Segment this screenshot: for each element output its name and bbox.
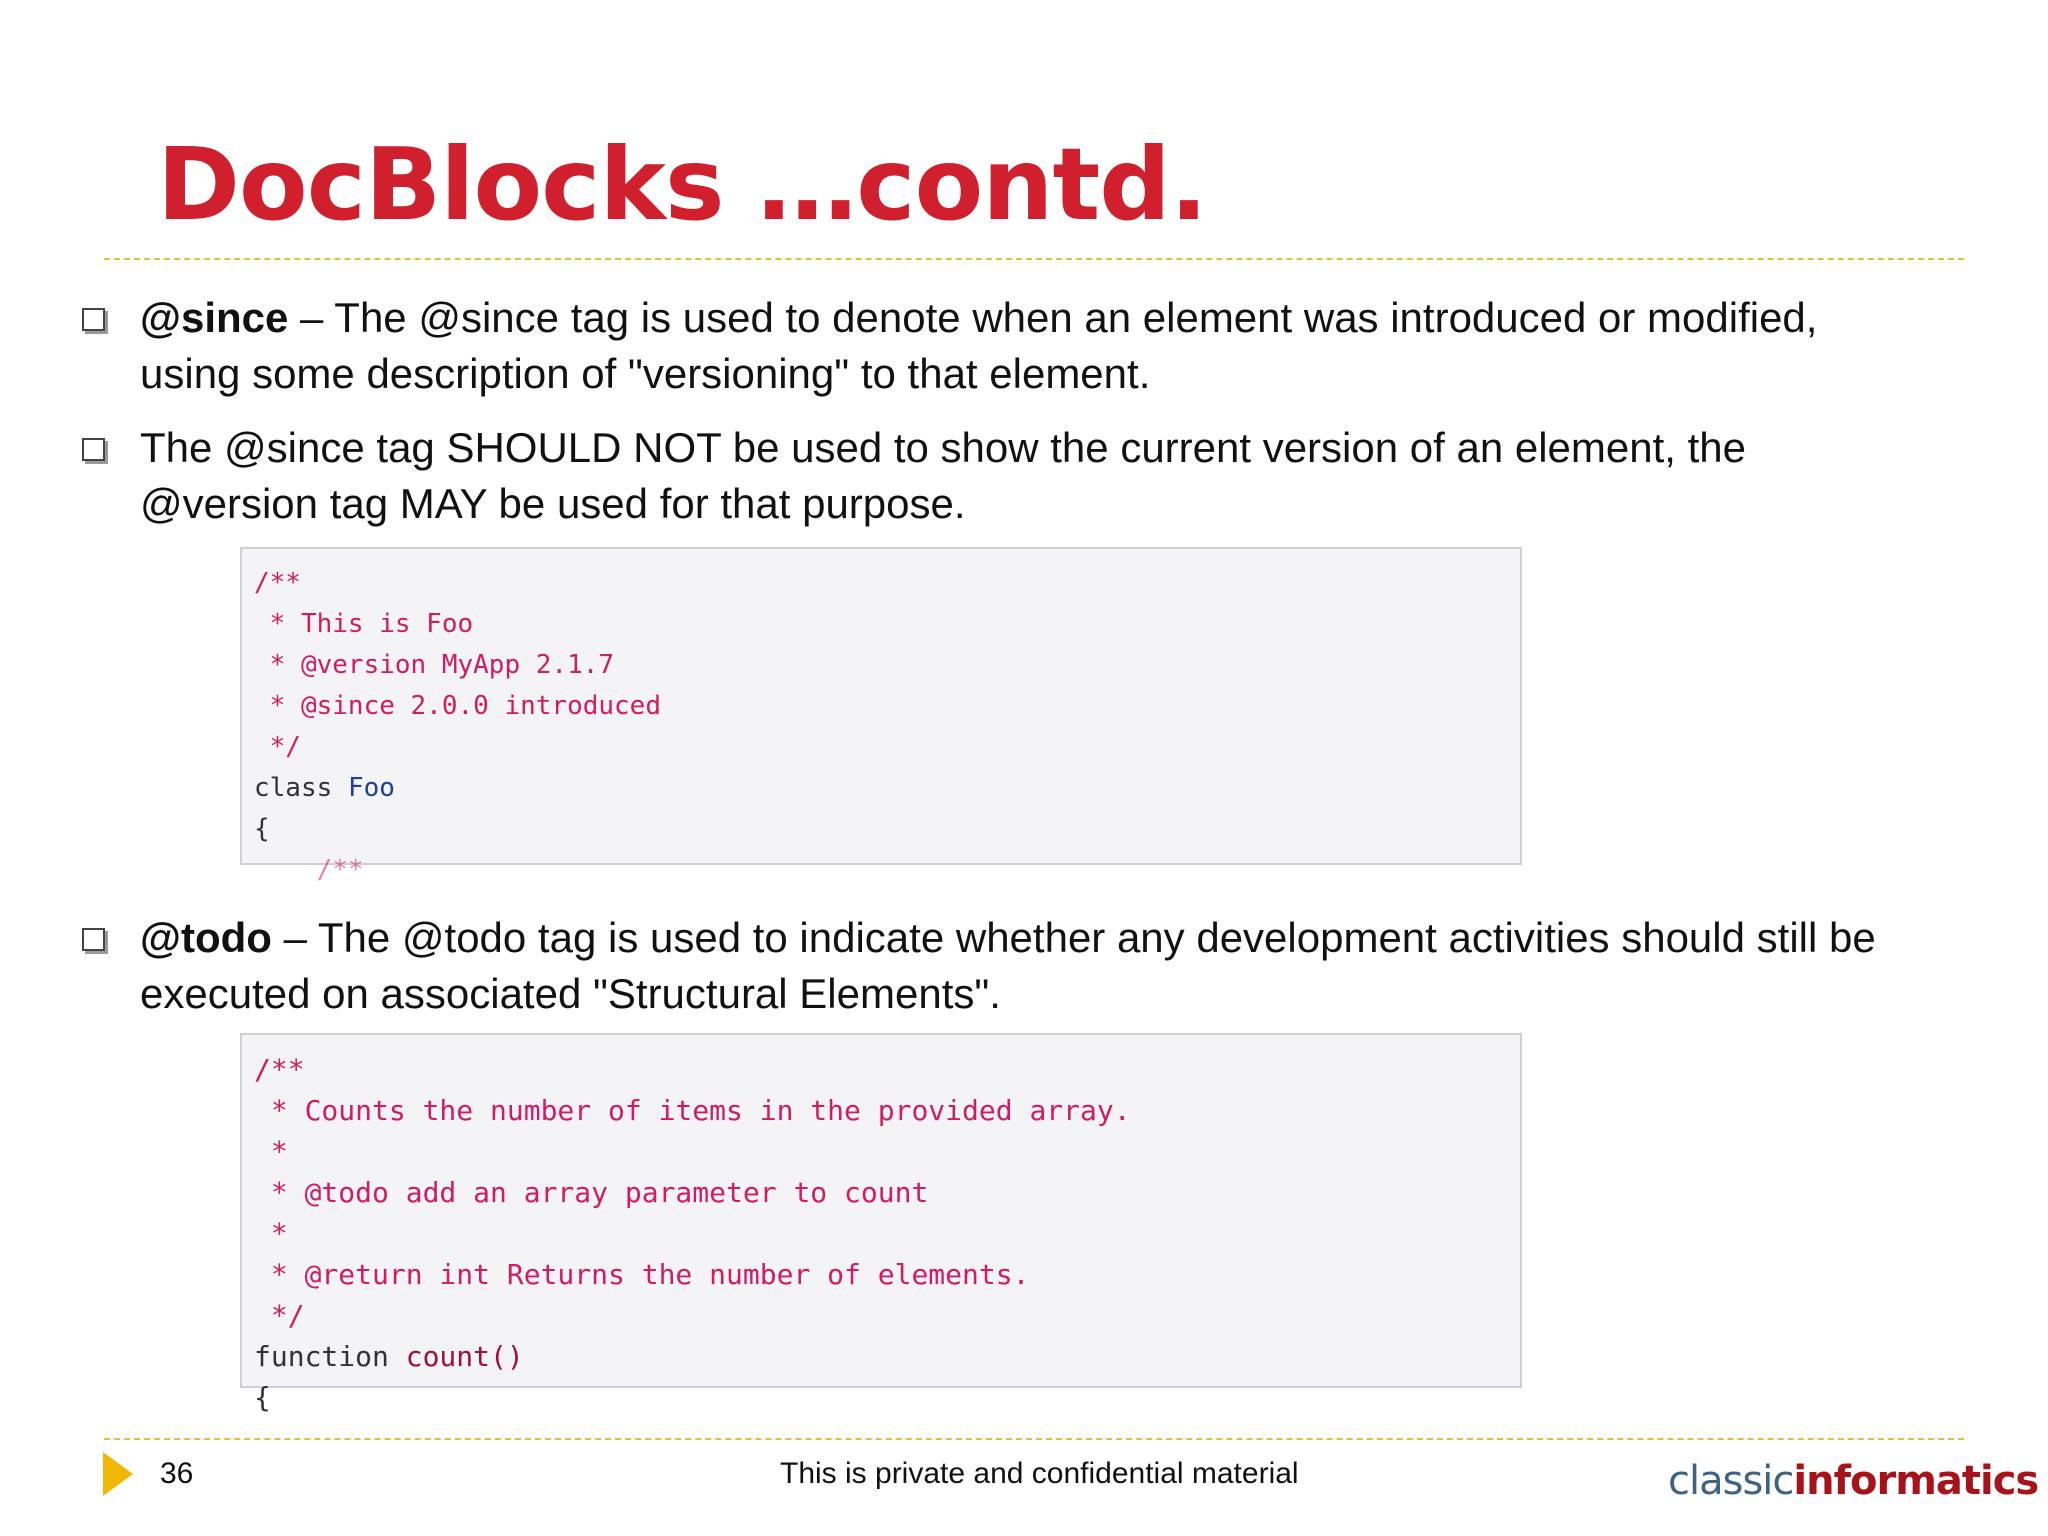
code-line: */ bbox=[254, 732, 301, 762]
code-line: /** bbox=[254, 855, 364, 885]
footer-note: This is private and confidential material bbox=[780, 1457, 1299, 1490]
code-line: * @return int Returns the number of elements. bbox=[254, 1258, 1030, 1291]
code-sample-since bbox=[240, 547, 1522, 885]
code-line: * bbox=[254, 1135, 288, 1168]
code-line: * bbox=[254, 1217, 288, 1250]
code-function-name: count() bbox=[405, 1340, 524, 1373]
top-divider bbox=[104, 258, 1964, 260]
bottom-divider bbox=[104, 1438, 1964, 1440]
code-sample-todo bbox=[240, 1033, 1522, 1414]
code-line: /** bbox=[254, 1053, 305, 1086]
code-line: { bbox=[254, 1381, 271, 1414]
square-bullet-icon bbox=[82, 438, 105, 461]
bullet-since bbox=[140, 290, 1880, 402]
code-line: /** bbox=[254, 568, 301, 598]
code-line: * @since 2.0.0 introduced bbox=[254, 691, 661, 721]
triangle-arrow-icon bbox=[103, 1452, 133, 1496]
code-keyword: class bbox=[254, 773, 333, 803]
bullet-text: – The @since tag is used to denote when an element was introduced or modified, using some description of "versioning" to that element. bbox=[140, 294, 1818, 397]
code-line: { bbox=[254, 814, 270, 844]
code-class-name: Foo bbox=[347, 773, 395, 803]
code-line bbox=[254, 768, 1520, 809]
code-line: * This is Foo bbox=[254, 609, 474, 639]
code-line: * Counts the number of items in the provided array. bbox=[254, 1094, 1131, 1127]
code-line: */ bbox=[254, 1299, 305, 1332]
logo-part-informatics: informatics bbox=[1793, 1458, 2039, 1504]
bullet-text: The @since tag SHOULD NOT be used to show the current version of an element, the @version tag MAY be used for that purpose. bbox=[140, 424, 1746, 527]
logo-part-classic: classic bbox=[1668, 1458, 1794, 1504]
bullet-tag: @since bbox=[140, 294, 289, 341]
slide-title: DocBlocks …contd. bbox=[157, 126, 1207, 243]
bullet-todo bbox=[140, 910, 1880, 1022]
square-bullet-icon bbox=[82, 308, 105, 331]
company-logo bbox=[1668, 1456, 2038, 1506]
page-number: 36 bbox=[160, 1457, 194, 1490]
bullet-text: – The @todo tag is used to indicate whether any development activities should still be executed on associated "Structural Elements". bbox=[140, 914, 1876, 1017]
code-line: * @version MyApp 2.1.7 bbox=[254, 650, 615, 680]
code-line bbox=[254, 1336, 1520, 1377]
bullet-since-note bbox=[140, 420, 1880, 532]
bullet-tag: @todo bbox=[140, 914, 272, 961]
square-bullet-icon bbox=[82, 928, 105, 951]
code-keyword: function bbox=[254, 1340, 389, 1373]
code-line: * @todo add an array parameter to count bbox=[254, 1176, 929, 1209]
